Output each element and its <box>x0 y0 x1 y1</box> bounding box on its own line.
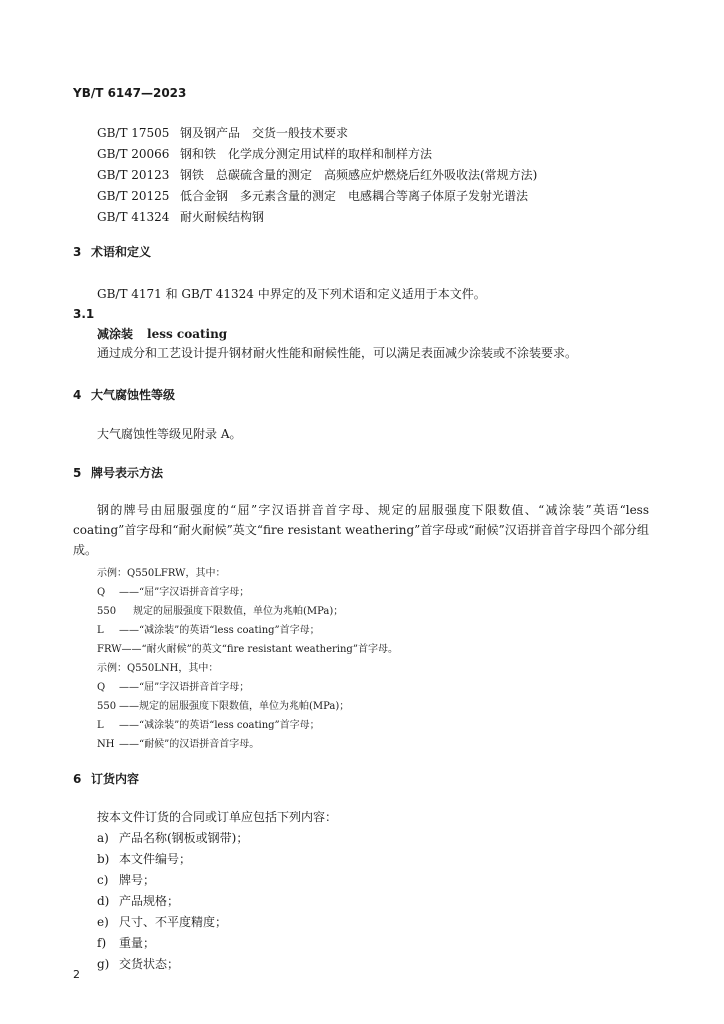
reference-code: GB/T 20125 <box>97 189 170 203</box>
section-number: 5 <box>73 466 82 480</box>
reference-code: GB/T 20066 <box>97 147 170 161</box>
reference-item <box>97 124 348 141</box>
example-item <box>97 735 259 750</box>
example-item <box>97 621 320 636</box>
list-text: 交货状态； <box>119 957 180 971</box>
example-desc: 规定的屈服强度下限数值，单位为兆帕(MPa)； <box>133 606 344 617</box>
example-desc: ——“减涂装”的英语“less coating”首字母； <box>119 625 320 636</box>
list-label: g) <box>97 957 110 971</box>
example-item <box>97 678 249 693</box>
reference-title: 钢及钢产品 交货一般技术要求 <box>180 126 349 140</box>
section-number: 6 <box>73 772 82 786</box>
list-item <box>97 955 179 972</box>
example-desc: ——“屈”字汉语拼音首字母； <box>119 587 250 598</box>
section-heading <box>73 770 139 787</box>
list-text: 产品名称(钢板或钢带)； <box>119 831 249 845</box>
example-item <box>97 583 249 598</box>
example-item <box>97 697 349 712</box>
section-title: 订货内容 <box>91 772 140 786</box>
list-item <box>97 871 155 888</box>
list-item <box>97 934 155 951</box>
example-code: L <box>97 625 104 636</box>
section-paragraph: 钢的牌号由屈服强度的“屈”字汉语拼音首字母、规定的屈服强度下限数值、“减涂装”英语“less coating”首字母和“耐火耐候”英文“fire resistant weathering”首字母或“耐候”汉语拼音首字母四个部分组成。 <box>73 503 649 557</box>
reference-item <box>97 145 432 162</box>
section-intro: 按本文件订货的合同或订单应包括下列内容： <box>97 810 338 824</box>
list-label: e) <box>97 915 109 929</box>
section-text: 大气腐蚀性等级见附录 A。 <box>97 427 242 441</box>
example-code: NH <box>97 739 115 750</box>
example-code: L <box>97 720 104 731</box>
term-english: less coating <box>147 327 228 341</box>
reference-title: 钢和铁 化学成分测定用试样的取样和制样方法 <box>180 147 433 161</box>
example-desc: ——规定的屈服强度下限数值，单位为兆帕(MPa)； <box>119 701 350 712</box>
standard-number-header: YB/T 6147—2023 <box>73 86 187 100</box>
example-desc: ——“耐候”的汉语拼音首字母。 <box>119 739 260 750</box>
section-heading <box>73 386 175 403</box>
reference-code: GB/T 20123 <box>97 168 170 182</box>
example-item <box>97 716 320 731</box>
term-chinese: 减涂装 <box>97 327 134 341</box>
section-intro: GB/T 4171 和 GB/T 41324 中界定的及下列术语和定义适用于本文件。 <box>97 287 486 301</box>
section-heading <box>73 243 151 260</box>
reference-code: GB/T 17505 <box>97 126 170 140</box>
example-desc: ——“耐火耐候”的英文“fire resistant weathering”首字母。 <box>121 644 398 655</box>
term-heading <box>97 325 227 342</box>
list-text: 牌号； <box>119 873 156 887</box>
section-number: 3 <box>73 245 82 259</box>
section-title: 牌号表示方法 <box>91 466 164 480</box>
reference-title: 耐火耐候结构钢 <box>180 210 265 224</box>
example-code: Q <box>97 587 106 598</box>
section-heading <box>73 464 163 481</box>
example-item <box>97 602 343 617</box>
list-label: f) <box>97 936 107 950</box>
example-code: 550 <box>97 606 117 617</box>
list-text: 重量； <box>119 936 156 950</box>
list-text: 产品规格； <box>119 894 180 908</box>
list-item <box>97 829 248 846</box>
example-code: 550 <box>97 701 117 712</box>
reference-title: 钢铁 总碳硫含量的测定 高频感应炉燃烧后红外吸收法(常规方法) <box>180 168 538 182</box>
reference-item <box>97 187 528 204</box>
example-desc: ——“减涂装”的英语“less coating”首字母； <box>119 720 320 731</box>
reference-item <box>97 166 537 183</box>
list-text: 本文件编号； <box>119 852 192 866</box>
list-item <box>97 913 227 930</box>
example-desc: ——“屈”字汉语拼音首字母； <box>119 682 250 693</box>
list-label: c) <box>97 873 109 887</box>
list-text: 尺寸、不平度精度； <box>119 915 228 929</box>
list-item <box>97 850 191 867</box>
list-label: a) <box>97 831 109 845</box>
section-number: 4 <box>73 388 82 402</box>
example-item <box>97 640 398 655</box>
term-definition: 通过成分和工艺设计提升钢材耐火性能和耐候性能，可以满足表面减少涂装或不涂装要求。 <box>97 346 578 360</box>
reference-title: 低合金钢 多元素含量的测定 电感耦合等离子体原子发射光谱法 <box>180 189 529 203</box>
term-number: 3.1 <box>73 307 95 321</box>
list-label: b) <box>97 852 110 866</box>
list-item <box>97 892 179 909</box>
section-title: 大气腐蚀性等级 <box>91 388 176 402</box>
reference-code: GB/T 41324 <box>97 210 170 224</box>
example-code: FRW <box>97 644 122 655</box>
list-label: d) <box>97 894 110 908</box>
example-title: 示例：Q550LFRW，其中： <box>97 568 226 579</box>
example-title: 示例：Q550LNH，其中： <box>97 663 219 674</box>
section-title: 术语和定义 <box>91 245 152 259</box>
example-code: Q <box>97 682 106 693</box>
reference-item <box>97 208 264 225</box>
page-number: 2 <box>73 968 80 981</box>
